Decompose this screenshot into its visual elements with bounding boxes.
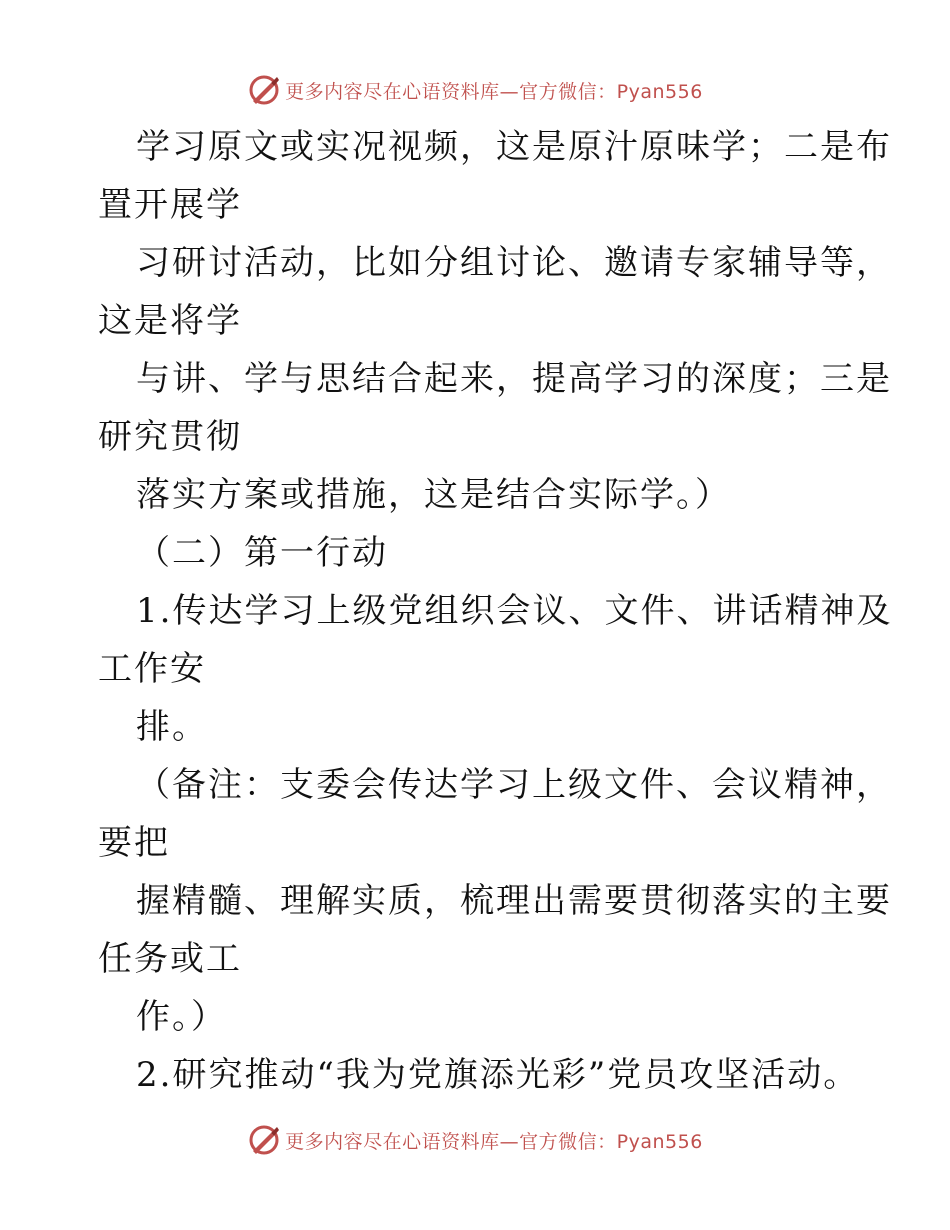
pen-logo-icon xyxy=(247,1123,281,1157)
paragraph-line: 作。） xyxy=(136,997,227,1037)
paragraph-line: 握精髓、理解实质，梳理出需要贯彻落实的主要 xyxy=(136,881,892,921)
paragraph-line: 工作安 xyxy=(98,649,206,689)
paragraph-line: 与讲、学与思结合起来，提高学习的深度；三是 xyxy=(136,359,892,399)
paragraph-line: 任务或工 xyxy=(98,939,242,979)
section-heading: （二）第一行动 xyxy=(136,533,388,573)
paragraph-line: 这是将学 xyxy=(98,301,242,341)
header-watermark xyxy=(0,70,950,110)
paragraph-line: 排。 xyxy=(136,707,208,747)
paragraph-line: 习研讨活动，比如分组讨论、邀请专家辅导等， xyxy=(136,243,892,283)
paragraph-line: 学习原文或实况视频，这是原汁原味学；二是布 xyxy=(136,127,892,167)
paragraph-line: 置开展学 xyxy=(98,185,242,225)
paragraph-line: 1.传达学习上级党组织会议、文件、讲话精神及 xyxy=(136,591,893,631)
watermark-text: 更多内容尽在心语资料库—官方微信：Pyan556 xyxy=(285,1130,703,1153)
watermark-text: 更多内容尽在心语资料库—官方微信：Pyan556 xyxy=(285,80,703,103)
paragraph-line: （备注：支委会传达学习上级文件、会议精神， xyxy=(136,765,892,805)
footer-watermark xyxy=(0,1120,950,1160)
paragraph-line: 要把 xyxy=(98,823,170,863)
paragraph-line: 落实方案或措施，这是结合实际学。） xyxy=(136,475,731,515)
paragraph-line: 研究贯彻 xyxy=(98,417,242,457)
paragraph-line: 2.研究推动“我为党旗添光彩”党员攻坚活动。 xyxy=(136,1055,860,1095)
pen-logo-icon xyxy=(247,73,281,107)
document-body xyxy=(98,118,893,1104)
